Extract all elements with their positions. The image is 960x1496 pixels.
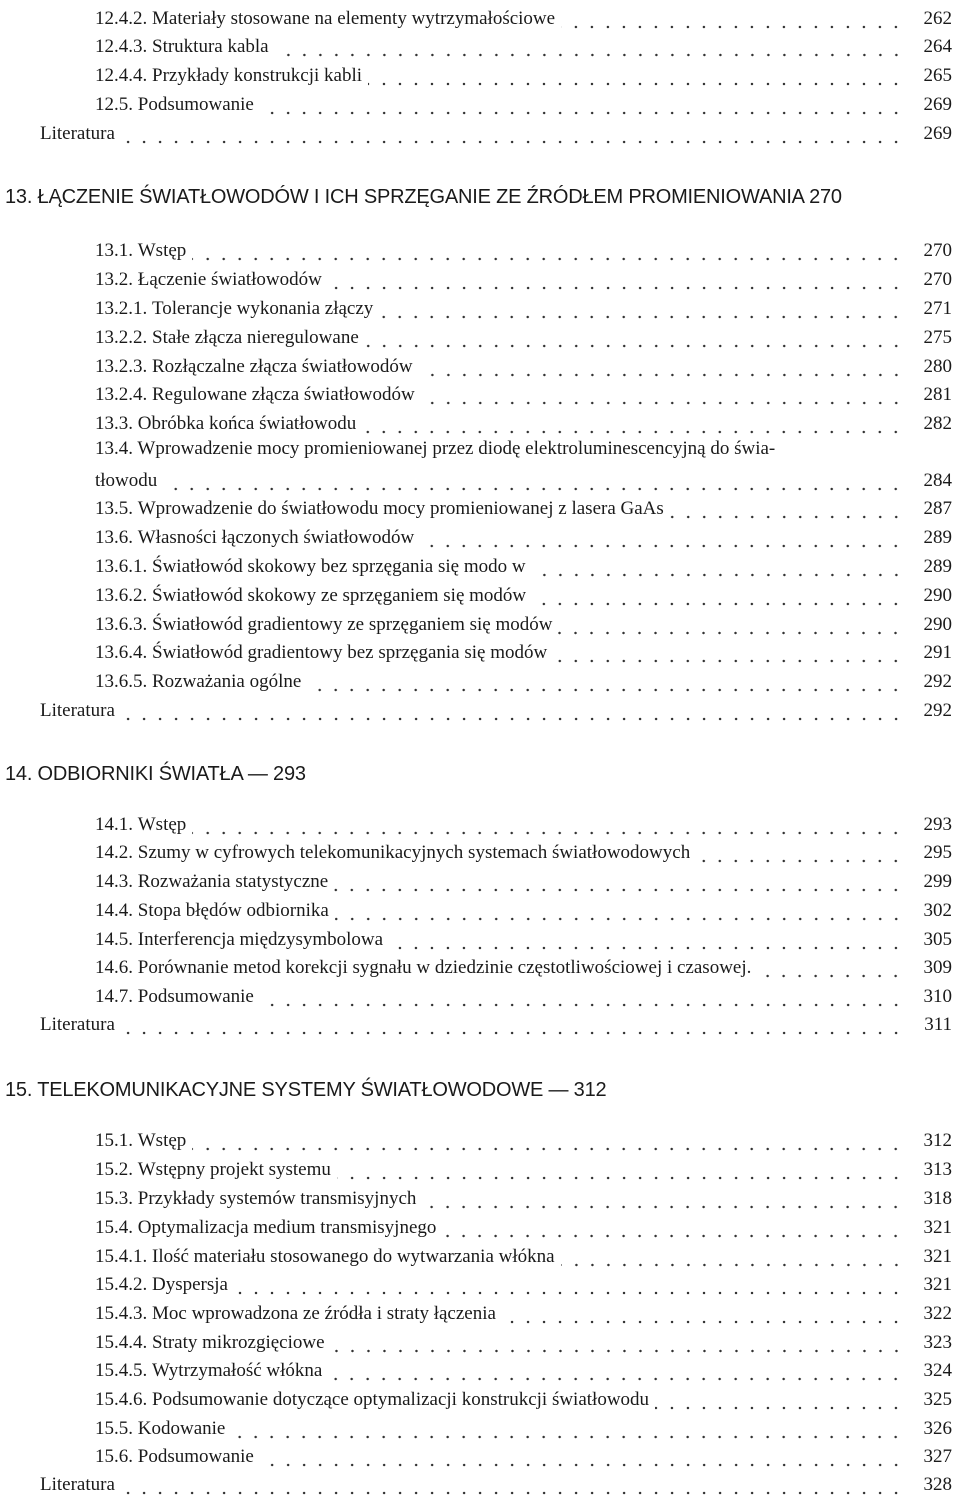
toc-entry-number: 13.2.1. <box>95 298 148 319</box>
toc-entry-page: 327 <box>923 1446 952 1467</box>
toc-entry <box>0 1414 960 1440</box>
toc-entry <box>0 953 960 979</box>
toc-entry-number: 15.6. <box>95 1446 133 1467</box>
toc-entry-page: 328 <box>923 1474 952 1495</box>
dot-leader <box>192 814 904 836</box>
toc-entry-page: 313 <box>923 1159 952 1180</box>
toc-entry-number: 14.2. <box>95 842 133 863</box>
toc-entry <box>0 1242 960 1268</box>
toc-entry <box>0 1184 960 1210</box>
toc-entry-page: 275 <box>923 327 952 348</box>
toc-entry <box>0 32 960 58</box>
toc-entry-number: 15.2. <box>95 1159 133 1180</box>
toc-entry-title: Stałe złącza nieregulowane <box>152 327 359 348</box>
toc-entry-number: 13.6.1. <box>95 556 148 577</box>
toc-entry-number: 13.6.3. <box>95 614 148 635</box>
toc-entry-title: Straty mikrozgięciowe <box>152 1332 325 1353</box>
toc-entry-number: 12.4.4. <box>95 65 148 86</box>
toc-entry-page: 322 <box>923 1303 952 1324</box>
toc-entry-page: 321 <box>923 1246 952 1267</box>
toc-entry-title: Struktura kabla <box>152 36 269 57</box>
toc-entry <box>0 867 960 893</box>
toc-entry <box>0 982 960 1008</box>
dot-leader <box>558 614 904 636</box>
dot-leader <box>670 498 904 520</box>
dot-leader <box>121 700 904 722</box>
toc-entry-title: Optymalizacja medium transmisyjnego <box>137 1217 437 1238</box>
toc-entry-title: Moc wprowadzona ze źródła i straty łączenia <box>152 1303 496 1324</box>
toc-entry-page: 287 <box>923 498 952 519</box>
toc-entry-page: 318 <box>923 1188 952 1209</box>
toc-entry-title: Rozważania statystyczne <box>137 871 329 892</box>
toc-entry-number: 15.4.4. <box>95 1332 148 1353</box>
toc-entry-number: 13.3. <box>95 413 133 434</box>
toc-entry-page: 292 <box>923 671 952 692</box>
toc-entry <box>0 1213 960 1239</box>
toc-entry-title: Szumy w cyfrowych telekomunikacyjnych systemach światłowodowych <box>137 842 691 863</box>
dot-leader <box>192 1130 904 1152</box>
toc-entry <box>0 1126 960 1152</box>
dot-leader <box>757 957 904 979</box>
toc-entry-title: Podsumowanie <box>137 94 254 115</box>
toc-entry-page: 289 <box>923 556 952 577</box>
toc-entry-title: Podsumowanie <box>137 1446 254 1467</box>
toc-entry <box>0 610 960 636</box>
toc-entry-number: 15.4.2. <box>95 1274 148 1295</box>
toc-entry-page: 264 <box>923 36 952 57</box>
toc-entry-title: Łączenie światłowodów <box>137 269 322 290</box>
toc-entry <box>0 523 960 549</box>
toc-entry-page: 293 <box>923 814 952 835</box>
toc-entry-page: 309 <box>923 957 952 978</box>
toc-entry-number: 13.5. <box>95 498 133 519</box>
toc-entry <box>0 810 960 836</box>
toc-entry-title: Podsumowanie <box>137 986 254 1007</box>
toc-entry-number: 13.6.2. <box>95 585 148 606</box>
toc-entry-title: Podsumowanie dotyczące optymalizacji konstrukcji światłowodu <box>152 1389 650 1410</box>
toc-entry-title: Przykłady systemów transmisyjnych <box>137 1188 417 1209</box>
toc-entry-title: Rozłączalne złącza światłowodów <box>152 356 413 377</box>
toc-entry-page: 280 <box>923 356 952 377</box>
toc-entry-page: 295 <box>923 842 952 863</box>
toc-entry-page: 312 <box>923 1130 952 1151</box>
toc-entry-title: Tolerancje wykonania złączy <box>152 298 374 319</box>
toc-entry <box>0 494 960 520</box>
toc-entry <box>0 1328 960 1354</box>
toc-entry-title: Wprowadzenie mocy promieniowanej przez diodę elektroluminescencyjną do świa- <box>137 438 776 459</box>
toc-entry <box>0 1442 960 1468</box>
toc-entry-title: Wstęp <box>137 1130 187 1151</box>
dot-leader <box>260 1446 904 1468</box>
toc-entry-title: Przykłady konstrukcji kabli <box>152 65 363 86</box>
dot-leader <box>419 356 904 378</box>
dot-leader <box>532 556 904 578</box>
toc-entry <box>0 380 960 406</box>
toc-entry-page: 270 <box>923 240 952 261</box>
toc-entry-page: 325 <box>923 1389 952 1410</box>
toc-entry-number: 15.4.6. <box>95 1389 148 1410</box>
toc-entry-number: 15.4.5. <box>95 1360 148 1381</box>
dot-leader <box>163 470 904 492</box>
toc-entry-number: 15.4. <box>95 1217 133 1238</box>
toc-entry-number: 14.4. <box>95 900 133 921</box>
toc-entry-title: Wstępny projekt systemu <box>137 1159 331 1180</box>
toc-entry-page: 310 <box>923 986 952 1007</box>
toc-entry <box>0 581 960 607</box>
toc-entry-number: 13.6.5. <box>95 671 148 692</box>
toc-entry-title: Kodowanie <box>137 1418 226 1439</box>
toc-entry-number: 14.6. <box>95 957 133 978</box>
chapter-heading-15: 15. TELEKOMUNIKACYJNE SYSTEMY ŚWIATŁOWODOWE — 312 <box>5 1079 607 1101</box>
toc-entry-number: 13.2.4. <box>95 384 148 405</box>
toc-entry-number: 14.7. <box>95 986 133 1007</box>
toc-entry-title: Światłowód gradientowy bez sprzęgania się modów <box>152 642 548 663</box>
toc-entry-number: 15.3. <box>95 1188 133 1209</box>
toc-entry-number: 15.1. <box>95 1130 133 1151</box>
toc-entry <box>0 61 960 87</box>
dot-leader <box>307 671 904 693</box>
toc-entry <box>0 265 960 291</box>
toc-entry <box>0 1385 960 1411</box>
toc-entry-page: 290 <box>923 585 952 606</box>
toc-entry-title: Rozważania ogólne <box>152 671 302 692</box>
dot-leader <box>337 1159 904 1181</box>
toc-entry-title: Wstęp <box>137 814 187 835</box>
dot-leader <box>422 1188 904 1210</box>
dot-leader <box>275 36 904 58</box>
toc-entry-page: 271 <box>923 298 952 319</box>
toc-entry-number: 13.2.2. <box>95 327 148 348</box>
dot-leader <box>121 1474 904 1496</box>
toc-entry-page: 321 <box>923 1274 952 1295</box>
toc-entry <box>0 236 960 262</box>
dot-leader <box>421 384 904 406</box>
dot-leader <box>379 298 904 320</box>
dot-leader <box>553 642 904 664</box>
toc-entry-title: Literatura <box>40 700 115 721</box>
toc-entry <box>0 1270 960 1296</box>
toc-entry-number: 13.2. <box>95 269 133 290</box>
toc-entry-title: Interferencja międzysymbolowa <box>137 929 384 950</box>
toc-entry-page: 269 <box>923 123 952 144</box>
toc-entry-title: Literatura <box>40 1474 115 1495</box>
dot-leader <box>561 1246 904 1268</box>
toc-entry-page: 282 <box>923 413 952 434</box>
dot-leader <box>442 1217 904 1239</box>
toc-entry-number: 13.2.3. <box>95 356 148 377</box>
toc-entry-title: Literatura <box>40 1014 115 1035</box>
toc-entry <box>0 1470 960 1496</box>
toc-entry-page: 305 <box>923 929 952 950</box>
toc-entry-title: Światłowód skokowy bez sprzęgania się modo w <box>152 556 526 577</box>
dot-leader <box>532 585 904 607</box>
dot-leader <box>365 327 904 349</box>
toc-entry-page: 281 <box>923 384 952 405</box>
toc-entry-title: Regulowane złącza światłowodów <box>152 384 415 405</box>
toc-entry-number: 13.6.4. <box>95 642 148 663</box>
toc-entry-title: Światłowód skokowy ze sprzęganiem się modów <box>152 585 527 606</box>
toc-entry <box>0 1356 960 1382</box>
toc-entry-title: Literatura <box>40 123 115 144</box>
dot-leader <box>260 94 904 116</box>
toc-entry-page: 324 <box>923 1360 952 1381</box>
dot-leader <box>234 1274 904 1296</box>
dot-leader <box>328 269 904 291</box>
toc-entry <box>0 323 960 349</box>
toc-entry <box>0 294 960 320</box>
chapter-heading-14: 14. ODBIORNIKI ŚWIATŁA — 293 <box>5 763 306 785</box>
toc-entry-number: 14.5. <box>95 929 133 950</box>
toc-entry-title: Wytrzymałość włókna <box>152 1360 323 1381</box>
toc-entry-number: 14.1. <box>95 814 133 835</box>
toc-entry-number: 15.4.1. <box>95 1246 148 1267</box>
chapter-heading-13: 13. ŁĄCZENIE ŚWIATŁOWODÓW I ICH SPRZĘGANIE ZE ŹRÓDŁEM PROMIENIOWANIA 270 <box>5 186 842 208</box>
dot-leader <box>121 1014 904 1036</box>
toc-entry-page: 292 <box>923 700 952 721</box>
toc-entry-wrapped-first-line <box>95 438 955 460</box>
toc-entry <box>0 638 960 664</box>
toc-entry-page: 262 <box>923 8 952 29</box>
toc-entry-number: 15.5. <box>95 1418 133 1439</box>
dot-leader <box>260 986 904 1008</box>
toc-entry-page: 289 <box>923 527 952 548</box>
toc-entry <box>0 409 960 435</box>
dot-leader <box>561 8 904 30</box>
toc-entry <box>0 4 960 30</box>
dot-leader <box>389 929 904 951</box>
dot-leader <box>331 1332 904 1354</box>
dot-leader <box>328 1360 904 1382</box>
toc-entry-page: 326 <box>923 1418 952 1439</box>
toc-entry-title: Stopa błędów odbiornika <box>137 900 329 921</box>
toc-entry-number: 13.4. <box>95 438 133 459</box>
toc-entry-number: 12.5. <box>95 94 133 115</box>
dot-leader <box>362 413 904 435</box>
toc-entry-number: 15.4.3. <box>95 1303 148 1324</box>
toc-entry-title: Obróbka końca światłowodu <box>137 413 357 434</box>
toc-entry-title: Wstęp <box>137 240 187 261</box>
toc-entry-number: 13.6. <box>95 527 133 548</box>
toc-entry <box>0 119 960 145</box>
toc-entry-number: 12.4.2. <box>95 8 148 29</box>
toc-entry-page: 270 <box>923 269 952 290</box>
toc-entry-title: tłowodu <box>95 470 158 491</box>
toc-entry-page: 291 <box>923 642 952 663</box>
toc-entry-title: Ilość materiału stosowanego do wytwarzania włókna <box>152 1246 555 1267</box>
toc-entry-page: 311 <box>924 1014 952 1035</box>
toc-entry-page: 321 <box>923 1217 952 1238</box>
toc-entry <box>0 466 960 492</box>
toc-entry <box>0 896 960 922</box>
dot-leader <box>696 842 904 864</box>
dot-leader <box>121 123 904 145</box>
toc-entry <box>0 925 960 951</box>
toc-entry-page: 290 <box>923 614 952 635</box>
toc-entry-number: 14.3. <box>95 871 133 892</box>
toc-entry-title: Światłowód gradientowy ze sprzęganiem się modów <box>152 614 553 635</box>
toc-entry <box>0 1155 960 1181</box>
dot-leader <box>368 65 904 87</box>
toc-entry-page: 323 <box>923 1332 952 1353</box>
toc-entry-title: Dyspersja <box>152 1274 228 1295</box>
toc-entry-title: Porównanie metod korekcji sygnału w dziedzinie częstotliwościowej i czasowej. <box>137 957 752 978</box>
dot-leader <box>655 1389 904 1411</box>
toc-entry <box>0 838 960 864</box>
dot-leader <box>231 1418 904 1440</box>
toc-entry <box>0 1010 960 1036</box>
toc-entry-number: 12.4.3. <box>95 36 148 57</box>
dot-leader <box>192 240 904 262</box>
toc-entry-title: Własności łączonych światłowodów <box>137 527 415 548</box>
toc-entry-number: 13.1. <box>95 240 133 261</box>
toc-entry-page: 299 <box>923 871 952 892</box>
toc-entry-page: 284 <box>923 470 952 491</box>
toc-entry <box>0 696 960 722</box>
toc-entry-page: 265 <box>923 65 952 86</box>
toc-entry-page: 269 <box>923 94 952 115</box>
dot-leader <box>420 527 904 549</box>
toc-entry-title: Wprowadzenie do światłowodu mocy promieniowanej z lasera GaAs <box>137 498 664 519</box>
dot-leader <box>334 871 904 893</box>
toc-entry <box>0 1299 960 1325</box>
toc-entry <box>0 552 960 578</box>
dot-leader <box>335 900 904 922</box>
toc-entry <box>0 352 960 378</box>
toc-entry <box>0 90 960 116</box>
toc-entry-title: Materiały stosowane na elementy wytrzymałościowe <box>152 8 556 29</box>
toc-entry <box>0 667 960 693</box>
toc-entry-page: 302 <box>923 900 952 921</box>
dot-leader <box>502 1303 904 1325</box>
